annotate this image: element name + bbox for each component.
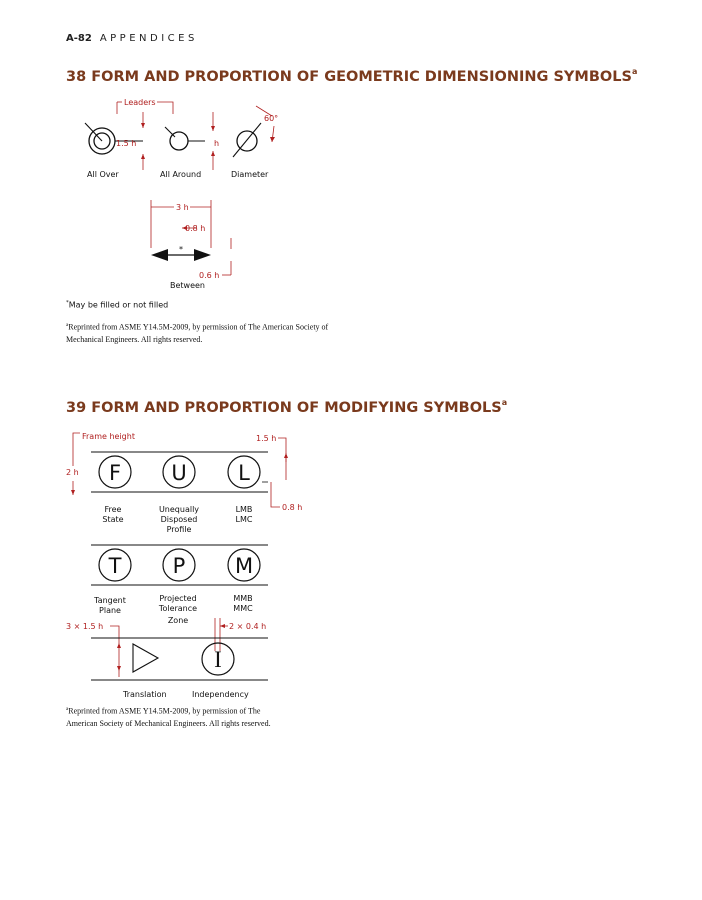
modifying-symbols-figure — [0, 425, 702, 710]
section-38-title-text: 38 FORM AND PROPORTION OF GEOMETRIC DIMENSIONING SYMBOLS — [66, 68, 632, 85]
caption-mmb-2: MMC — [233, 604, 253, 613]
between-asterisk: * — [179, 245, 183, 254]
caption-translation: Translation — [123, 690, 167, 699]
angle-60: 60° — [264, 114, 279, 123]
dim-3x1-5h: 3 × 1.5 h — [66, 622, 104, 631]
mmc-symbol — [228, 549, 260, 581]
page-number: A-82 — [66, 33, 92, 44]
dim-0-8h-sec38: 0.8 h — [185, 224, 206, 233]
credit-39-line1 — [66, 704, 271, 718]
section-39-title-sup: a — [501, 398, 508, 407]
caption-all-over: All Over — [87, 170, 119, 179]
caption-lmb-2: LMC — [235, 515, 253, 524]
free-state-letter: F — [108, 461, 122, 485]
dim-arrow-bottom — [141, 154, 145, 159]
lmc-letter: L — [238, 461, 250, 485]
free-state-symbol — [99, 456, 131, 488]
caption-free-1: Free — [104, 505, 122, 514]
tangent-plane-letter: T — [108, 554, 122, 578]
caption-lmb-1: LMB — [235, 505, 253, 514]
dim-1-5h-leader — [278, 438, 286, 480]
section-39-title-text: 39 FORM AND PROPORTION OF MODIFYING SYMBOLS — [66, 399, 502, 416]
leaders-bracket-right — [157, 102, 173, 114]
tangent-plane-symbol — [99, 549, 131, 581]
credit-38-line1 — [66, 320, 328, 334]
caption-between: Between — [170, 281, 206, 290]
unequally-disposed-symbol — [163, 456, 195, 488]
credit-39-sup: a — [66, 707, 69, 712]
dim-3x1-5h-arrow-bottom — [117, 666, 121, 671]
dim-2h-arrow — [71, 490, 75, 495]
running-head: APPENDICES — [99, 33, 198, 44]
dim-h-arrow-top — [211, 126, 215, 131]
caption-unequally-2: Disposed — [160, 515, 198, 524]
frame-height-leader — [73, 433, 80, 466]
credit-38-sup: a — [66, 323, 69, 328]
lmc-symbol — [228, 456, 260, 488]
credit-39 — [66, 704, 271, 730]
between-arrow-left — [151, 249, 168, 261]
footnote-mark: * — [66, 300, 69, 306]
between-arrow-right — [194, 249, 211, 261]
dim-arrow-top — [141, 123, 145, 128]
section-39-title — [66, 399, 507, 416]
credit-38-line1-text: Reprinted from ASME Y14.5M-2009, by permission of The American Society of — [68, 322, 329, 332]
credit-39-line1-text: Reprinted from ASME Y14.5M-2009, by permission of The — [68, 706, 261, 716]
page-header — [66, 33, 198, 44]
dim-2x0-4h: 2 × 0.4 h — [229, 622, 267, 631]
caption-independency: Independency — [192, 690, 249, 699]
footnote-filled — [66, 300, 168, 310]
mmc-letter: M — [234, 554, 254, 578]
projected-tolerance-letter: P — [172, 554, 186, 578]
dim-2x0-4h-arrow — [220, 624, 225, 628]
unequally-disposed-letter: U — [171, 461, 187, 485]
dim-h-arrow-bottom — [211, 151, 215, 156]
dim-3x1-5h-arrow-top — [117, 643, 121, 648]
section-38-title — [66, 68, 637, 85]
leaders-label: Leaders — [124, 98, 156, 107]
caption-unequally-3: Profile — [166, 525, 192, 534]
caption-mmb-1: MMB — [233, 594, 253, 603]
dim-3x1-5h-leader — [110, 626, 119, 677]
geometric-symbols-figure — [0, 90, 702, 300]
caption-tangent-1: Tangent — [94, 596, 126, 605]
independency-symbol — [202, 643, 234, 675]
caption-projected-1: Projected — [159, 594, 197, 603]
credit-39-line2: American Society of Mechanical Engineers. All rights reserved. — [66, 718, 271, 728]
dim-0-6h: 0.6 h — [199, 271, 220, 280]
credit-38 — [66, 320, 328, 346]
caption-unequally-1: Unequally — [158, 505, 200, 514]
dim-2h: 2 h — [66, 468, 79, 477]
all-around-symbol — [165, 127, 205, 150]
independency-letter: I — [214, 647, 222, 672]
caption-projected-3: Zone — [167, 616, 189, 625]
frame-height-label: Frame height — [82, 432, 135, 441]
diameter-symbol — [233, 123, 261, 157]
angle-arrow — [270, 137, 275, 142]
dim-1-5h-sec39: 1.5 h — [256, 434, 277, 443]
dim-1-5h-arrow — [284, 453, 288, 458]
caption-free-2: State — [102, 515, 124, 524]
caption-projected-2: Tolerance — [158, 604, 198, 613]
caption-diameter: Diameter — [231, 170, 269, 179]
translation-symbol — [133, 644, 158, 672]
dim-0-8h-leader-sec39 — [271, 482, 280, 507]
dim-0-8h-sec39: 0.8 h — [282, 503, 303, 512]
caption-tangent-2: Plane — [99, 606, 121, 615]
dim-h: h — [214, 139, 220, 148]
caption-all-around: All Around — [160, 170, 202, 179]
projected-tolerance-symbol — [163, 549, 195, 581]
dim-3h: 3 h — [176, 203, 189, 212]
section-38-title-sup: a — [631, 67, 638, 76]
dim-1-5h: 1.5 h — [116, 139, 137, 148]
credit-38-line2: Mechanical Engineers. All rights reserved. — [66, 334, 203, 344]
footnote-text: May be filled or not filled — [68, 300, 169, 310]
